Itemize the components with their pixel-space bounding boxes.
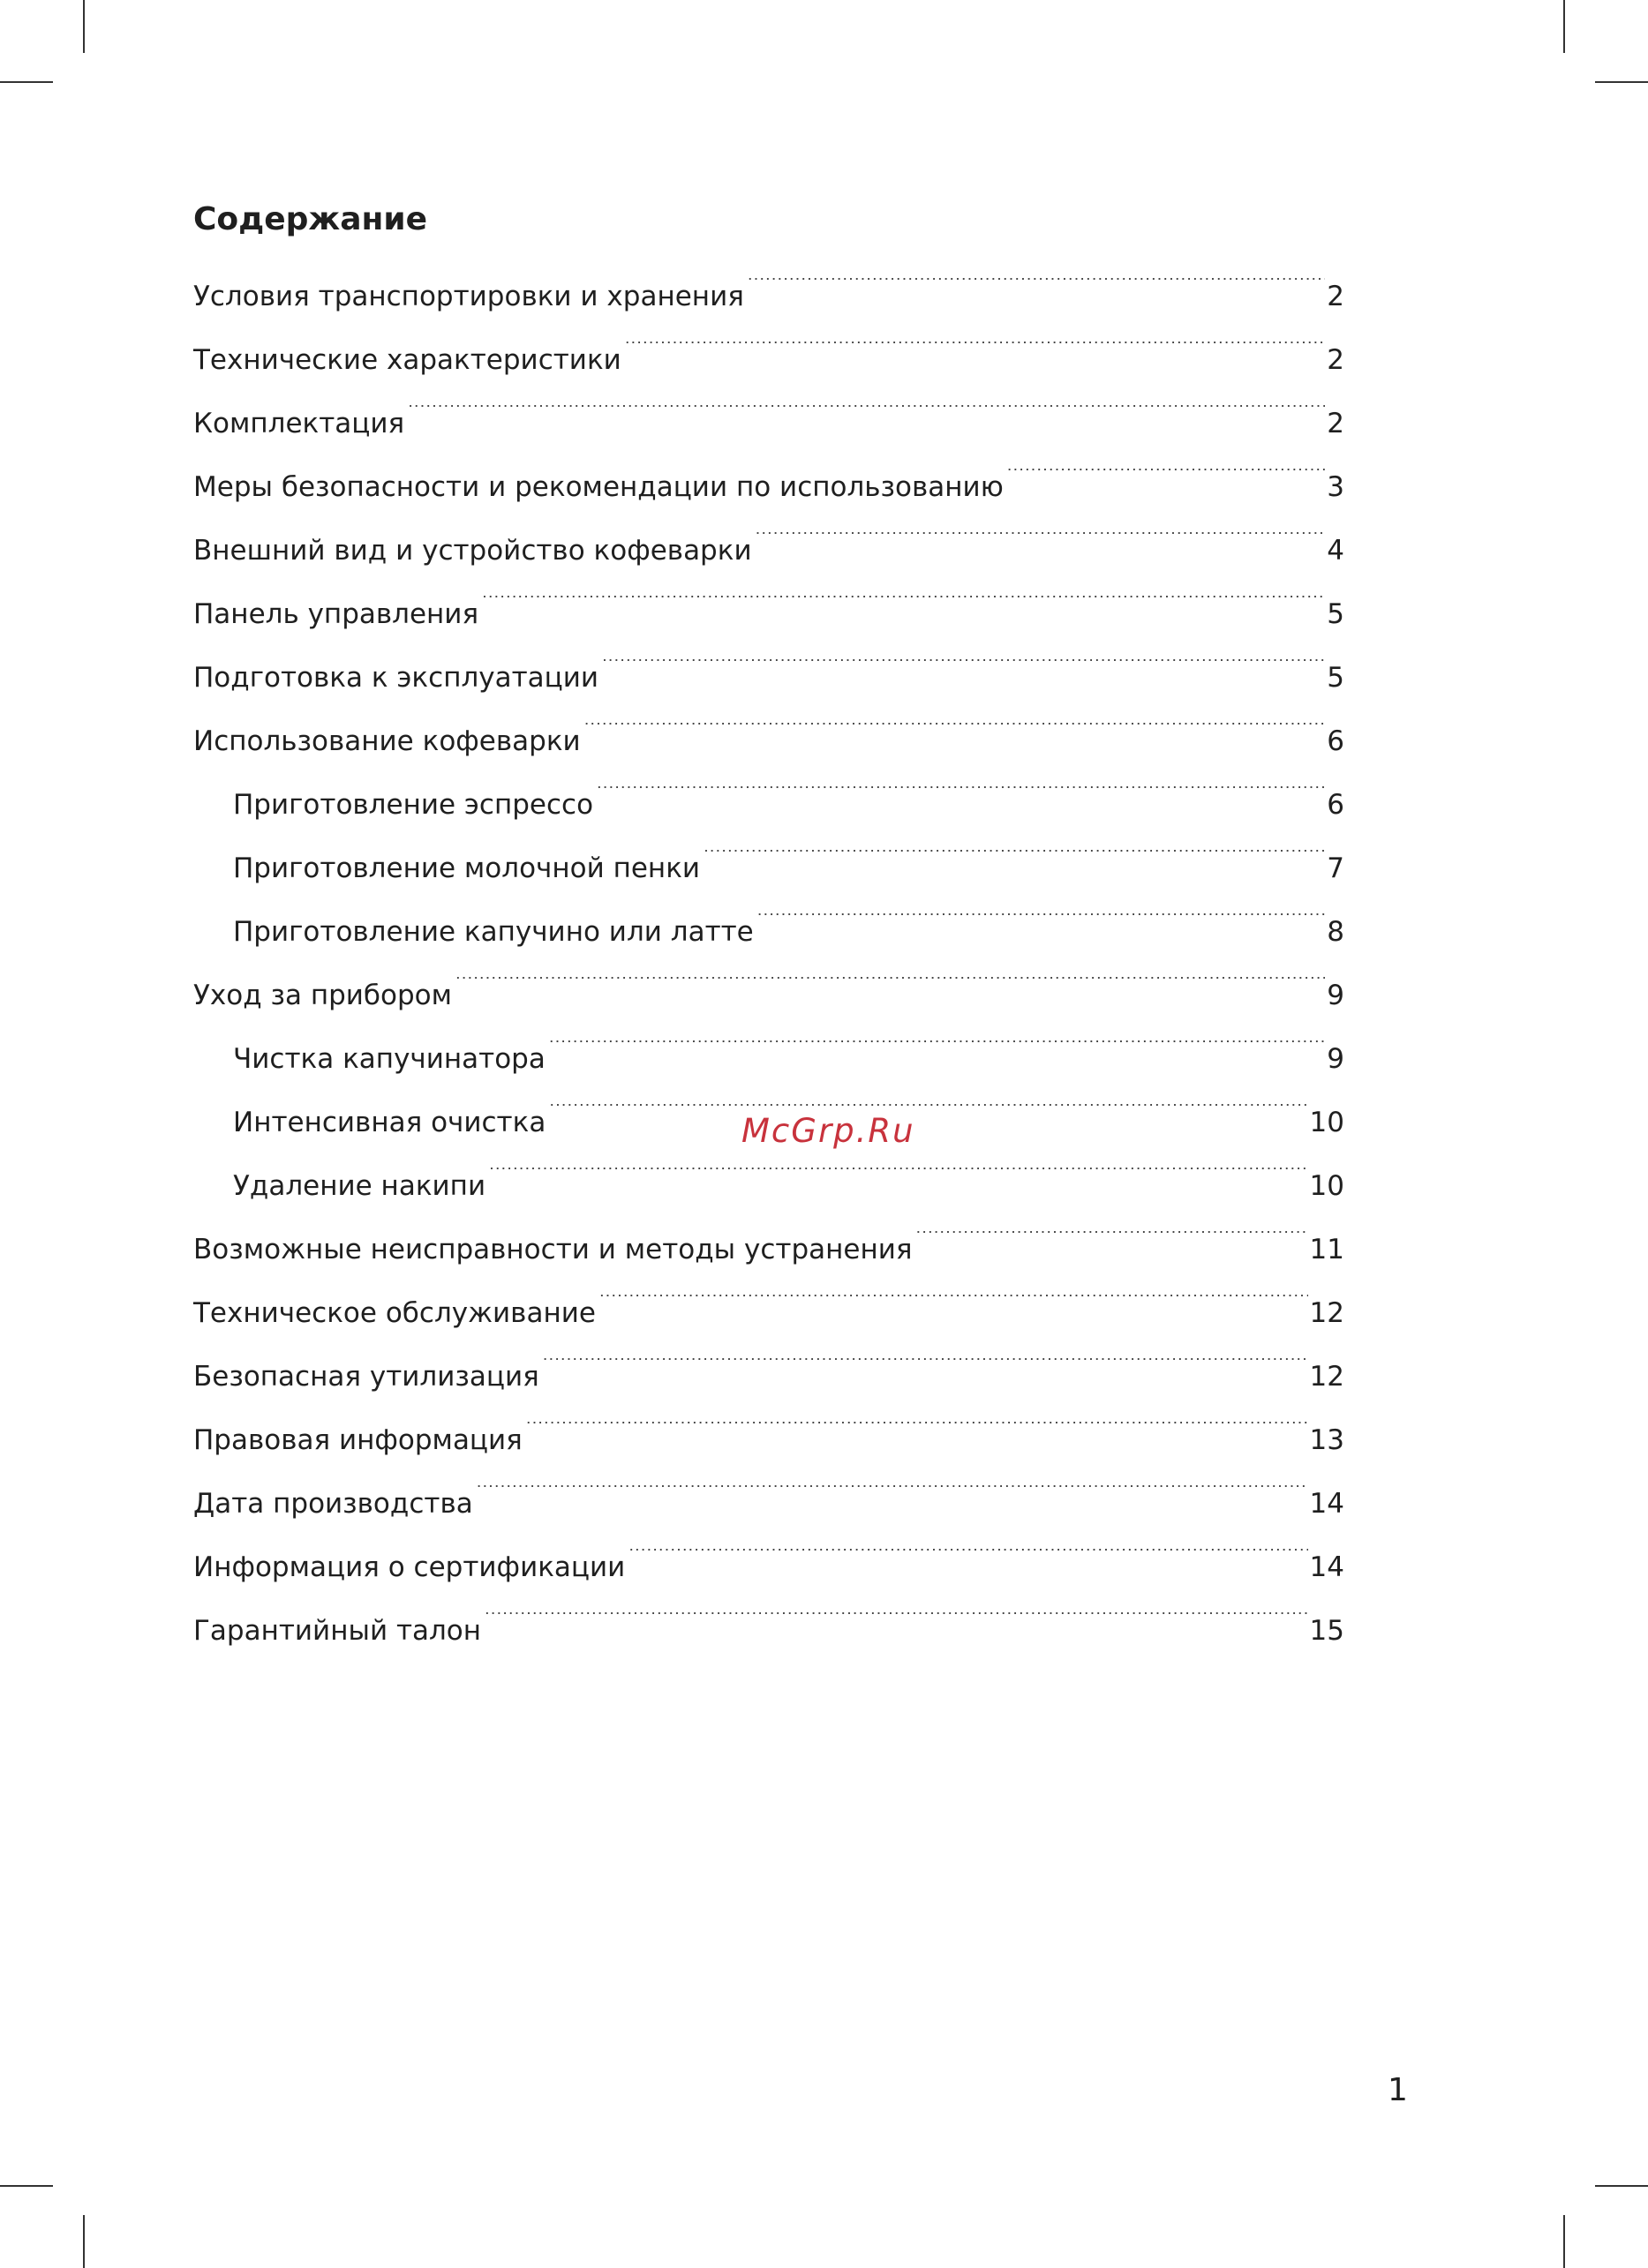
- toc-dot-leader: [599, 1295, 1308, 1322]
- toc-entry-page: 6: [1327, 789, 1344, 821]
- toc-entry-page: 2: [1327, 281, 1344, 312]
- toc-entry-label: Возможные неисправности и методы устранения: [193, 1234, 913, 1265]
- toc-entry[interactable]: [193, 455, 1344, 519]
- toc-entry[interactable]: [193, 1408, 1344, 1472]
- crop-mark-top-left-horizontal: [0, 81, 53, 83]
- toc-entry[interactable]: [193, 265, 1344, 328]
- toc-entry-page: 10: [1309, 1170, 1344, 1202]
- toc-dot-leader: [526, 1422, 1308, 1449]
- toc-dot-leader: [704, 850, 1325, 877]
- toc-entry[interactable]: [193, 1027, 1344, 1091]
- crop-mark-top-right-vertical: [1563, 0, 1565, 53]
- toc-entry-label: Приготовление эспрессо: [233, 789, 594, 821]
- toc-entry-page: 2: [1327, 344, 1344, 376]
- toc-dot-leader: [489, 1168, 1307, 1195]
- toc-entry-page: 13: [1309, 1424, 1344, 1456]
- toc-entry-page: 3: [1327, 471, 1344, 503]
- toc-entry-page: 9: [1327, 1043, 1344, 1075]
- toc-entry-label: Уход за прибором: [193, 980, 453, 1011]
- toc-entry[interactable]: [193, 837, 1344, 900]
- toc-entry[interactable]: [193, 582, 1344, 646]
- toc-entry-page: 14: [1309, 1551, 1344, 1583]
- toc-entry-page: 12: [1309, 1361, 1344, 1393]
- toc-dot-leader: [543, 1358, 1308, 1386]
- toc-dot-leader: [1007, 469, 1325, 496]
- toc-dot-leader: [916, 1231, 1308, 1258]
- toc-entry-label: Приготовление капучино или латте: [233, 916, 754, 948]
- toc-dot-leader: [584, 723, 1326, 750]
- toc-entry-page: 9: [1327, 980, 1344, 1011]
- toc-entry[interactable]: [193, 392, 1344, 455]
- toc-entry-label: Меры безопасности и рекомендации по использованию: [193, 471, 1004, 503]
- toc-entry[interactable]: [193, 1154, 1344, 1218]
- toc-entry-label: Техническое обслуживание: [193, 1297, 596, 1329]
- toc-entry-page: 14: [1309, 1488, 1344, 1520]
- toc-entry-page: 4: [1327, 535, 1344, 567]
- toc-dot-leader: [455, 977, 1325, 1004]
- toc-entry-label: Чистка капучинатора: [233, 1043, 546, 1075]
- toc-entry-label: Комплектация: [193, 408, 405, 439]
- toc-dot-leader: [757, 913, 1326, 941]
- toc-entry-label: Удаление накипи: [233, 1170, 486, 1202]
- toc-entry-page: 15: [1309, 1615, 1344, 1647]
- watermark: McGrp.Ru: [741, 1112, 915, 1150]
- toc-entry[interactable]: [193, 964, 1344, 1027]
- toc-entry-label: Информация о сертификации: [193, 1551, 626, 1583]
- toc-entry-label: Интенсивная очистка: [233, 1107, 546, 1138]
- toc-entry[interactable]: [193, 773, 1344, 837]
- toc-entry[interactable]: [193, 1345, 1344, 1408]
- toc-entry-label: Панель управления: [193, 598, 479, 630]
- toc-entry-label: Правовая информация: [193, 1424, 523, 1456]
- toc-entry-label: Условия транспортировки и хранения: [193, 281, 744, 312]
- toc-entry-page: 12: [1309, 1297, 1344, 1329]
- toc-entry-label: Технические характеристики: [193, 344, 621, 376]
- page-title: Содержание: [193, 201, 428, 237]
- toc-dot-leader: [549, 1104, 1307, 1131]
- table-of-contents: [193, 265, 1344, 1663]
- toc-entry-page: 6: [1327, 725, 1344, 757]
- crop-mark-bottom-right-horizontal: [1595, 2185, 1648, 2187]
- crop-mark-top-left-vertical: [83, 0, 85, 53]
- toc-entry-page: 10: [1309, 1107, 1344, 1138]
- page-number: 1: [1388, 2072, 1408, 2108]
- toc-entry[interactable]: [193, 1599, 1344, 1663]
- toc-entry-label: Подготовка к эксплуатации: [193, 662, 599, 694]
- toc-entry[interactable]: [193, 900, 1344, 964]
- toc-entry-label: Гарантийный талон: [193, 1615, 482, 1647]
- toc-dot-leader: [628, 1549, 1307, 1576]
- toc-entry[interactable]: [193, 1281, 1344, 1345]
- toc-dot-leader: [477, 1485, 1308, 1513]
- toc-entry-page: 7: [1327, 852, 1344, 884]
- toc-dot-leader: [756, 532, 1326, 559]
- toc-entry-label: Безопасная утилизация: [193, 1361, 539, 1393]
- toc-dot-leader: [482, 596, 1325, 623]
- toc-dot-leader: [549, 1040, 1325, 1068]
- toc-entry-label: Внешний вид и устройство кофеварки: [193, 535, 752, 567]
- toc-entry-label: Использование кофеварки: [193, 725, 581, 757]
- crop-mark-bottom-right-vertical: [1563, 2215, 1565, 2268]
- toc-dot-leader: [625, 342, 1325, 369]
- toc-entry[interactable]: [193, 1536, 1344, 1599]
- toc-dot-leader: [408, 405, 1325, 432]
- toc-entry[interactable]: [193, 710, 1344, 773]
- toc-entry-page: 5: [1327, 598, 1344, 630]
- toc-entry-page: 11: [1309, 1234, 1344, 1265]
- toc-entry-page: 8: [1327, 916, 1344, 948]
- crop-mark-bottom-left-horizontal: [0, 2185, 53, 2187]
- toc-entry-page: 2: [1327, 408, 1344, 439]
- toc-entry-label: Приготовление молочной пенки: [233, 852, 701, 884]
- toc-entry-page: 5: [1327, 662, 1344, 694]
- crop-mark-top-right-horizontal: [1595, 81, 1648, 83]
- toc-entry-label: Дата производства: [193, 1488, 473, 1520]
- toc-dot-leader: [602, 659, 1325, 687]
- toc-entry[interactable]: [193, 646, 1344, 710]
- toc-dot-leader: [748, 278, 1325, 305]
- crop-mark-bottom-left-vertical: [83, 2215, 85, 2268]
- toc-dot-leader: [485, 1612, 1308, 1640]
- toc-entry[interactable]: [193, 519, 1344, 582]
- toc-dot-leader: [597, 786, 1325, 814]
- toc-entry[interactable]: [193, 1472, 1344, 1536]
- toc-entry[interactable]: [193, 1218, 1344, 1281]
- toc-entry[interactable]: [193, 328, 1344, 392]
